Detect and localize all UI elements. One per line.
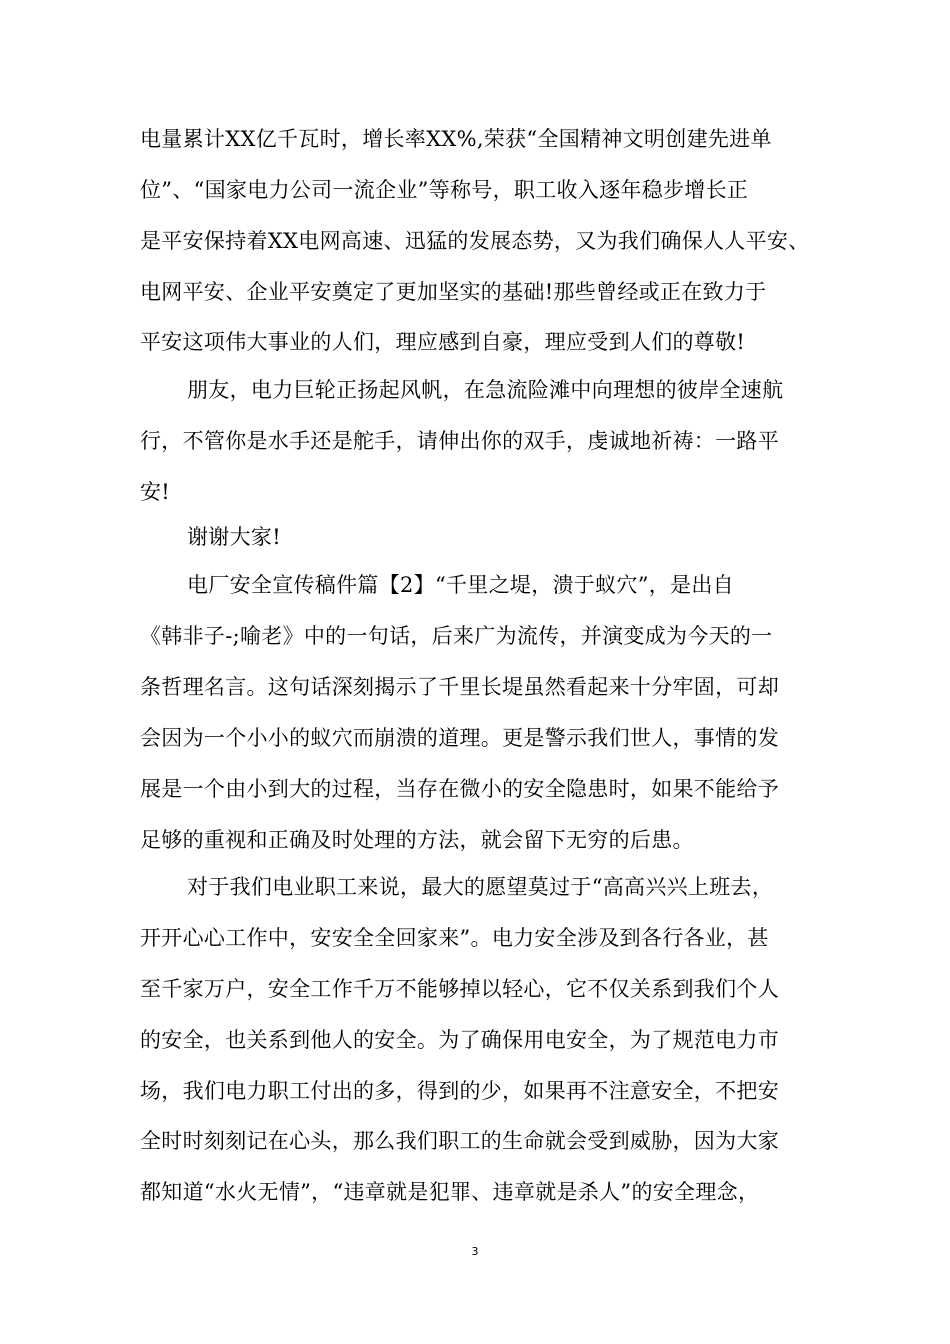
text-line: 足够的重视和正确及时处理的方法，就会留下无穷的后患。 xyxy=(140,828,694,852)
text-line: 条哲理名言。这句话深刻揭示了千里长堤虽然看起来十分牢固，可却 xyxy=(140,675,779,699)
text-line: 电网平安、企业平安奠定了更加坚实的基础!那些曾经或正在致力于 xyxy=(140,280,767,304)
page-number: 3 xyxy=(471,1245,479,1258)
text-line: 朋友，电力巨轮正扬起风帆，在急流险滩中向理想的彼岸全速航 xyxy=(187,378,784,402)
text-line: 展是一个由小到大的过程，当存在微小的安全隐患时，如果不能给予 xyxy=(140,777,779,801)
text-line: 都知道“水火无情”，“违章就是犯罪、违章就是杀人”的安全理念， xyxy=(140,1180,760,1204)
text-line: 是平安保持着XX电网高速、迅猛的发展态势，又为我们确保人人平安、 xyxy=(140,229,810,253)
text-line: 全时时刻刻记在心头，那么我们职工的生命就会受到威胁，因为大家 xyxy=(140,1129,779,1153)
text-line: 行，不管你是水手还是舵手，请伸出你的双手，虔诚地祈祷：一路平 xyxy=(140,429,779,453)
text-line: 对于我们电业职工来说，最大的愿望莫过于“高高兴兴上班去， xyxy=(187,875,774,899)
text-line: 场，我们电力职工付出的多，得到的少，如果再不注意安全，不把安 xyxy=(140,1079,779,1103)
text-line: 《韩非子-;喻老》中的一句话，后来广为流传，并演变成为今天的一 xyxy=(140,624,773,648)
text-line: 安! xyxy=(140,480,171,504)
text-line: 至千家万户，安全工作千万不能够掉以轻心，它不仅关系到我们个人 xyxy=(140,977,779,1001)
text-line: 电厂安全宣传稿件篇【2】“千里之堤，溃于蚁穴”，是出自 xyxy=(187,573,734,597)
text-line: 会因为一个小小的蚁穴而崩溃的道理。更是警示我们世人，事情的发 xyxy=(140,726,779,750)
text-line: 电量累计XX亿千瓦时，增长率XX%,荣获“全国精神文明创建先进单 xyxy=(140,127,772,151)
text-line: 的安全，也关系到他人的安全。为了确保用电安全，为了规范电力市 xyxy=(140,1028,779,1052)
text-line: 平安这项伟大事业的人们，理应感到自豪，理应受到人们的尊敬! xyxy=(140,330,746,354)
text-line: 位”、“国家电力公司一流企业”等称号，职工收入逐年稳步增长正 xyxy=(140,178,749,202)
text-line: 开开心心工作中，安安全全回家来”。电力安全涉及到各行各业，甚 xyxy=(140,926,769,950)
text-line: 谢谢大家! xyxy=(187,525,281,549)
